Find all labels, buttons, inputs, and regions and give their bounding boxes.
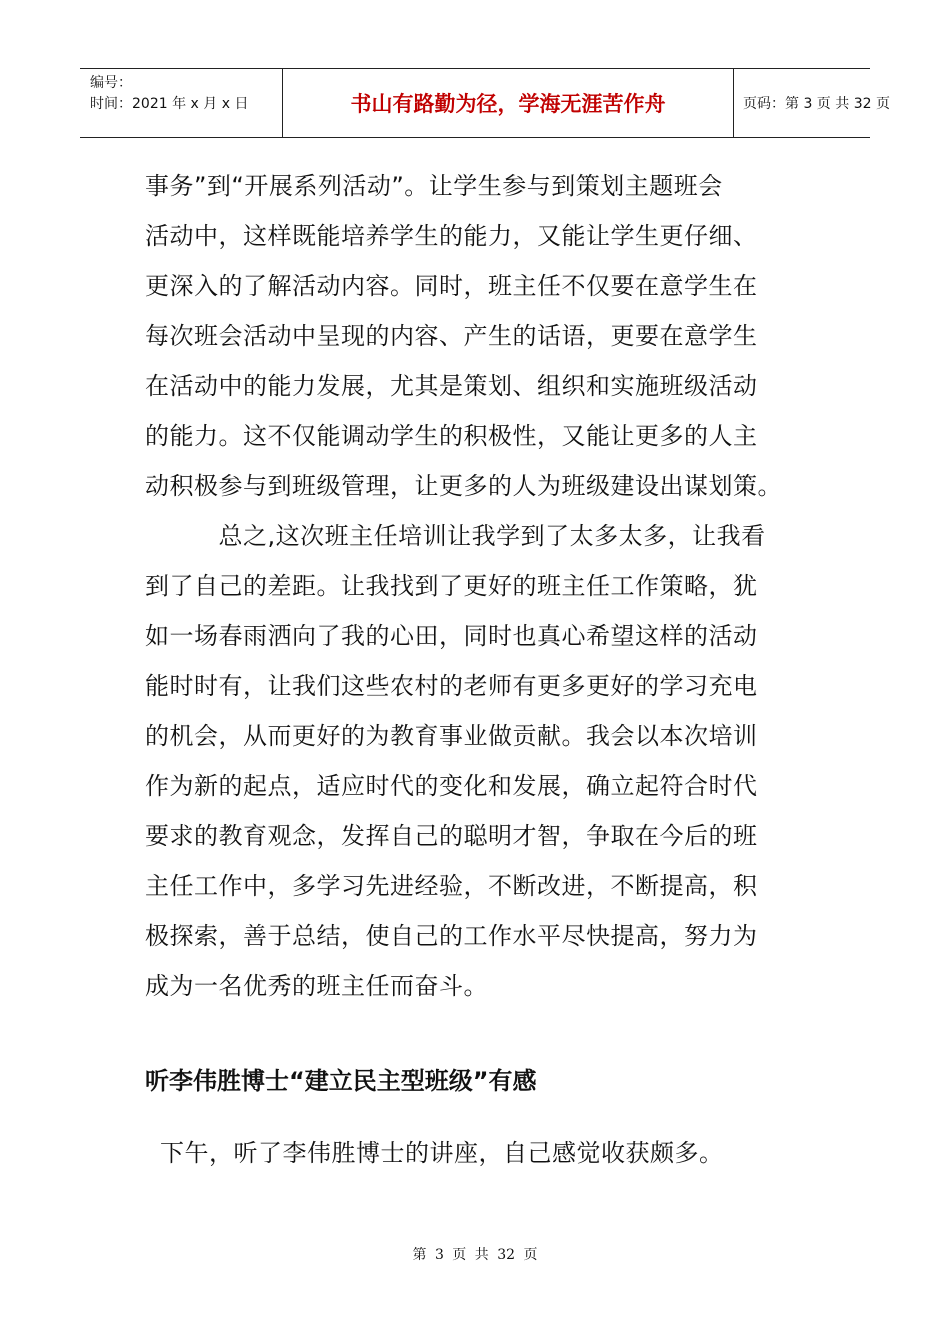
body-line: 成为一名优秀的班主任而奋斗。	[145, 972, 488, 1000]
body-line: 动积极参与到班级管理，让更多的人为班级建设出谋划策。	[145, 472, 782, 500]
body-line: 要求的教育观念，发挥自己的聪明才智，争取在今后的班	[145, 822, 758, 850]
body-line: 能时时有，让我们这些农村的老师有更多更好的学习充电	[145, 672, 758, 700]
header-motto: 书山有路勤为径，学海无涯苦作舟	[350, 92, 666, 116]
body-line: 总之,这次班主任培训让我学到了太多太多，让我看	[145, 522, 766, 550]
body-line: 到了自己的差距。让我找到了更好的班主任工作策略，犹	[145, 572, 758, 600]
body-line: 极探索，善于总结，使自己的工作水平尽快提高，努力为	[145, 922, 758, 950]
body-line: 每次班会活动中呈现的内容、产生的话语，更要在意学生	[145, 322, 758, 350]
body-paragraphs	[145, 161, 815, 1011]
header-info-cell	[80, 69, 282, 137]
document-number-label: 编号：	[90, 75, 132, 91]
section-first-paragraph: 下午，听了李伟胜博士的讲座，自己感觉收获颇多。	[160, 1139, 724, 1167]
body-line: 的机会，从而更好的为教育事业做贡献。我会以本次培训	[145, 722, 758, 750]
page-header	[80, 68, 890, 138]
header-motto-cell	[282, 69, 734, 137]
body-line: 作为新的起点，适应时代的变化和发展，确立起符合时代	[145, 772, 758, 800]
header-page-number: 页码：第 3 页 共 32 页	[743, 96, 890, 112]
document-time-label: 时间：2021 年 x 月 x 日	[90, 96, 249, 112]
body-line: 在活动中的能力发展，尤其是策划、组织和实施班级活动	[145, 372, 758, 400]
body-line: 的能力。这不仅能调动学生的积极性，又能让更多的人主	[145, 422, 758, 450]
body-line: 如一场春雨洒向了我的心田，同时也真心希望这样的活动	[145, 622, 758, 650]
body-line: 活动中，这样既能培养学生的能力，又能让学生更仔细、	[145, 222, 758, 250]
section-heading: 听李伟胜博士“建立民主型班级”有感	[145, 1067, 537, 1095]
page-footer: 第 3 页 共 32 页	[412, 1247, 538, 1263]
header-page-cell	[733, 69, 890, 137]
body-line: 事务”到“开展系列活动”。让学生参与到策划主题班会	[145, 172, 723, 200]
body-line: 更深入的了解活动内容。同时，班主任不仅要在意学生在	[145, 272, 758, 300]
body-line: 主任工作中，多学习先进经验，不断改进，不断提高，积	[145, 872, 758, 900]
